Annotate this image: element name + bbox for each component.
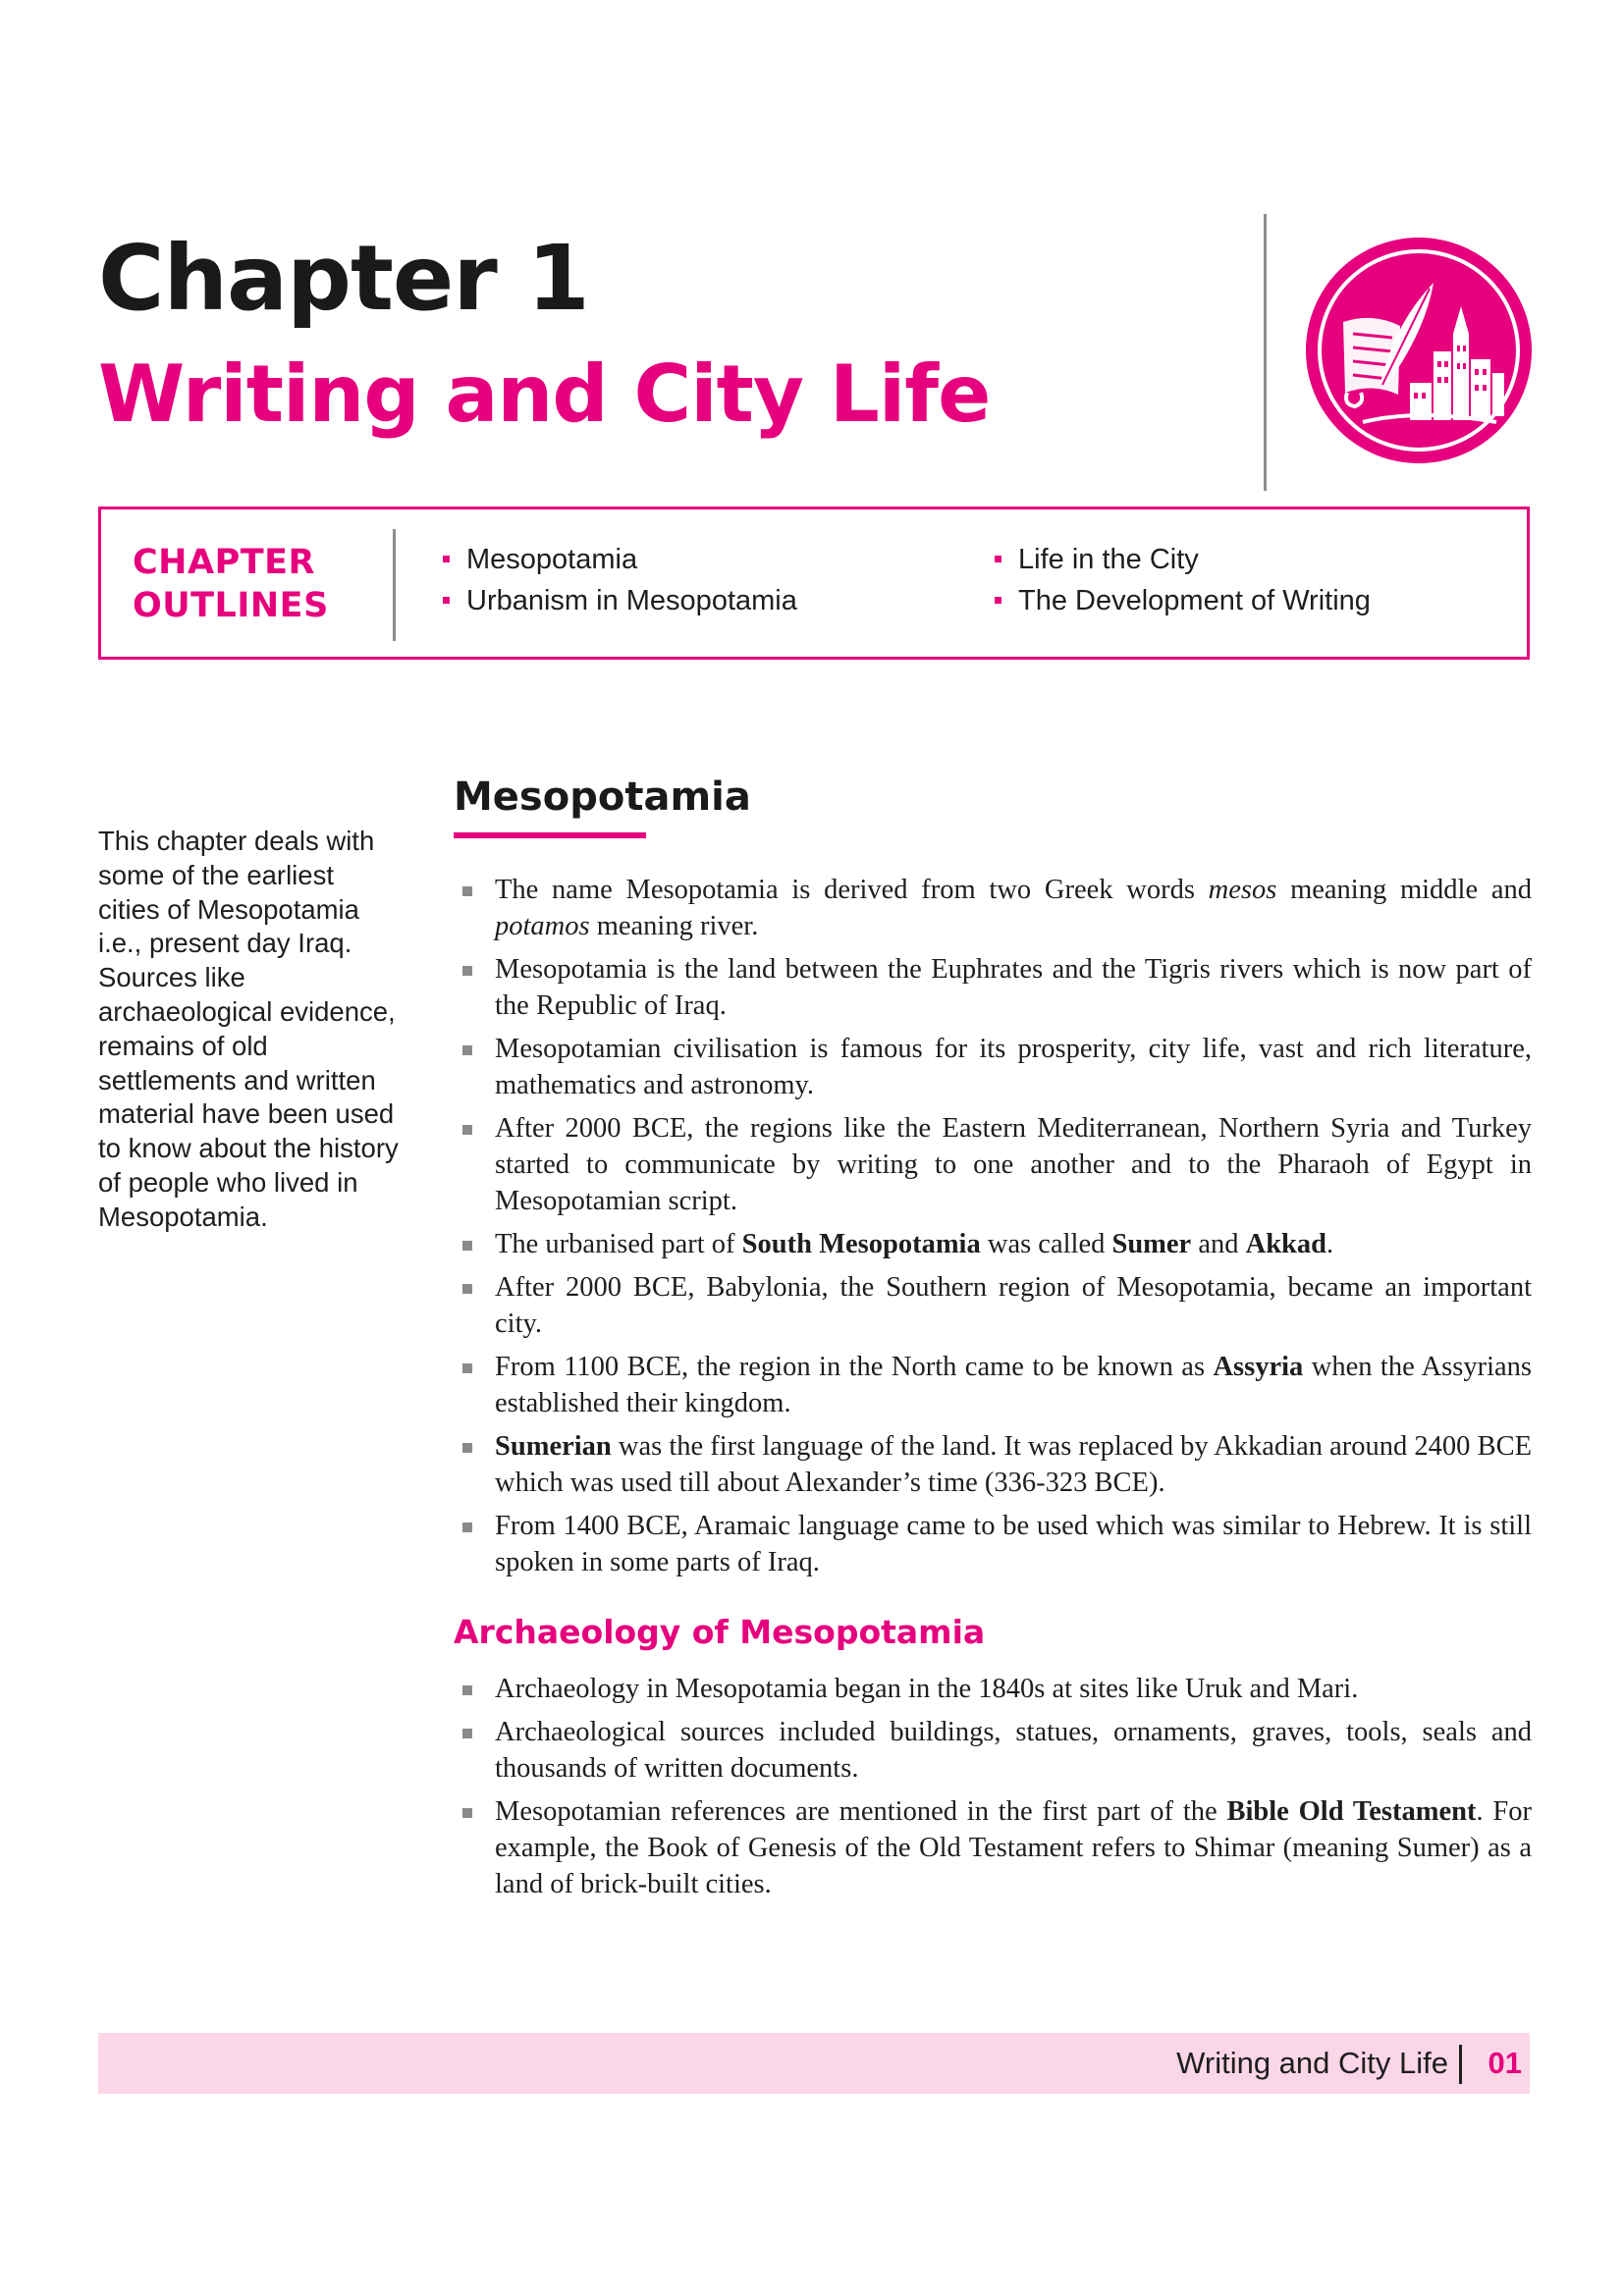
bold-text: Bible Old Testament xyxy=(1226,1796,1477,1827)
bullet-square-icon xyxy=(462,1443,472,1453)
outline-item-label: Mesopotamia xyxy=(466,544,638,575)
bullet-item xyxy=(461,1269,1532,1342)
text-segment: was the first language of the land. It was replaced by Akkadian around 2400 BCE which was used till about Alexander’s time (336-323 BCE). xyxy=(495,1431,1532,1498)
bold-text: Sumer xyxy=(1111,1229,1192,1259)
outlines-column-1 xyxy=(441,539,797,621)
text-segment: . xyxy=(1326,1229,1334,1259)
subsection-heading: Archaeology of Mesopotamia xyxy=(454,1613,986,1651)
text-segment: meaning river. xyxy=(589,911,759,941)
bullet-square-icon xyxy=(462,1125,472,1135)
bold-text: Akkad xyxy=(1245,1229,1327,1259)
chapter-outlines-heading xyxy=(133,541,329,627)
bullet-square-icon xyxy=(462,1363,472,1373)
bold-text: South Mesopotamia xyxy=(741,1229,981,1259)
bullet-square-icon xyxy=(995,597,1001,604)
outline-item xyxy=(993,539,1371,580)
header-divider xyxy=(1264,214,1267,491)
text-segment: . For example, the Book of Genesis of the Old Testament refers to Shimar (meaning Sumer) as a land of brick-built cities. xyxy=(495,1796,1532,1899)
outline-item xyxy=(993,580,1371,621)
text-segment: From 1400 BCE, Aramaic language came to be used which was similar to Hebrew. It is still spoken in some parts of Iraq. xyxy=(495,1511,1532,1577)
bullet-item xyxy=(461,1110,1532,1219)
bullet-square-icon xyxy=(995,556,1001,562)
outline-item-label: The Development of Writing xyxy=(1018,585,1371,616)
chapter-label: Chapter 1 xyxy=(98,226,589,331)
bullet-item xyxy=(461,1508,1532,1580)
chapter-outlines-heading-line2: OUTLINES xyxy=(133,586,329,625)
bullet-item xyxy=(461,872,1532,944)
bullet-square-icon xyxy=(462,1685,472,1695)
text-segment: After 2000 BCE, the regions like the Eastern Mediterranean, Northern Syria and Turkey started to communicate by writing to one another and to the Pharaoh of Egypt in Mesopotamian script. xyxy=(495,1113,1532,1216)
bullet-square-icon xyxy=(462,1522,472,1532)
text-segment: meaning middle and xyxy=(1276,875,1532,905)
bold-text: Assyria xyxy=(1213,1352,1304,1382)
bullet-item xyxy=(461,1793,1532,1902)
text-segment: After 2000 BCE, Babylonia, the Southern region of Mesopotamia, became an important city. xyxy=(495,1272,1532,1339)
section-bullet-list xyxy=(461,872,1532,1587)
footer-separator xyxy=(1459,2045,1462,2084)
text-segment: was called xyxy=(980,1229,1112,1259)
outline-item-label: Life in the City xyxy=(1018,544,1199,575)
bullet-item xyxy=(461,951,1532,1024)
quill-scroll-city-emblem-icon xyxy=(1304,236,1534,465)
text-segment: Mesopotamian references are mentioned in the first part of the xyxy=(495,1796,1227,1827)
footer-title: Writing and City Life xyxy=(1176,2046,1448,2080)
text-segment: Archaeological sources included buildings, statues, ornaments, graves, tools, seals and thousands of written documents. xyxy=(495,1717,1532,1784)
bullet-square-icon xyxy=(462,966,472,976)
bullet-square-icon xyxy=(462,1241,472,1251)
bullet-square-icon xyxy=(443,597,450,604)
section-heading: Mesopotamia xyxy=(454,774,751,820)
text-segment: The name Mesopotamia is derived from two Greek words xyxy=(495,875,1209,905)
text-segment: The urbanised part of xyxy=(495,1229,742,1259)
text-segment: and xyxy=(1191,1229,1246,1259)
bold-text: Sumerian xyxy=(495,1431,612,1462)
outlines-column-2 xyxy=(993,539,1371,621)
chapter-outlines-heading-line1: CHAPTER xyxy=(133,543,315,582)
outline-item-label: Urbanism in Mesopotamia xyxy=(466,585,797,616)
chapter-outlines-box xyxy=(98,507,1530,660)
bullet-square-icon xyxy=(443,556,450,562)
italic-text: mesos xyxy=(1208,875,1277,905)
bullet-square-icon xyxy=(462,1729,472,1738)
footer-band xyxy=(98,2033,1530,2094)
page-number: 01 xyxy=(1488,2046,1522,2080)
bullet-item xyxy=(461,1428,1532,1501)
outline-item xyxy=(441,539,797,580)
bullet-item xyxy=(461,1031,1532,1103)
italic-text: potamos xyxy=(495,911,590,941)
subsection-bullet-list xyxy=(461,1671,1532,1909)
side-note: This chapter deals with some of the earliest cities of Mesopotamia i.e., present day Iraq. Sources like archaeological evidence, remains of old settlements and written material have been used to know about the history of people who lived in Mesopotamia. xyxy=(98,826,399,1232)
text-segment: From 1100 BCE, the region in the North came to be known as xyxy=(495,1352,1214,1382)
bullet-square-icon xyxy=(462,1045,472,1055)
bullet-item xyxy=(461,1226,1532,1262)
bullet-item xyxy=(461,1349,1532,1421)
text-segment: Mesopotamian civilisation is famous for its prosperity, city life, vast and rich literature, mathematics and astronomy. xyxy=(495,1034,1532,1100)
bullet-square-icon xyxy=(462,1284,472,1294)
outlines-divider xyxy=(393,529,396,641)
text-segment: Archaeology in Mesopotamia began in the 1840s at sites like Uruk and Mari. xyxy=(495,1674,1359,1704)
bullet-square-icon xyxy=(462,1808,472,1818)
chapter-title: Writing and City Life xyxy=(98,348,991,440)
bullet-square-icon xyxy=(462,886,472,896)
section-heading-underline xyxy=(454,832,646,838)
bullet-item xyxy=(461,1671,1532,1707)
outline-item xyxy=(441,580,797,621)
bullet-item xyxy=(461,1714,1532,1787)
text-segment: Mesopotamia is the land between the Euphrates and the Tigris rivers which is now part of the Republic of Iraq. xyxy=(495,954,1532,1021)
text-segment: when the Assyrians established their kingdom. xyxy=(495,1352,1532,1418)
